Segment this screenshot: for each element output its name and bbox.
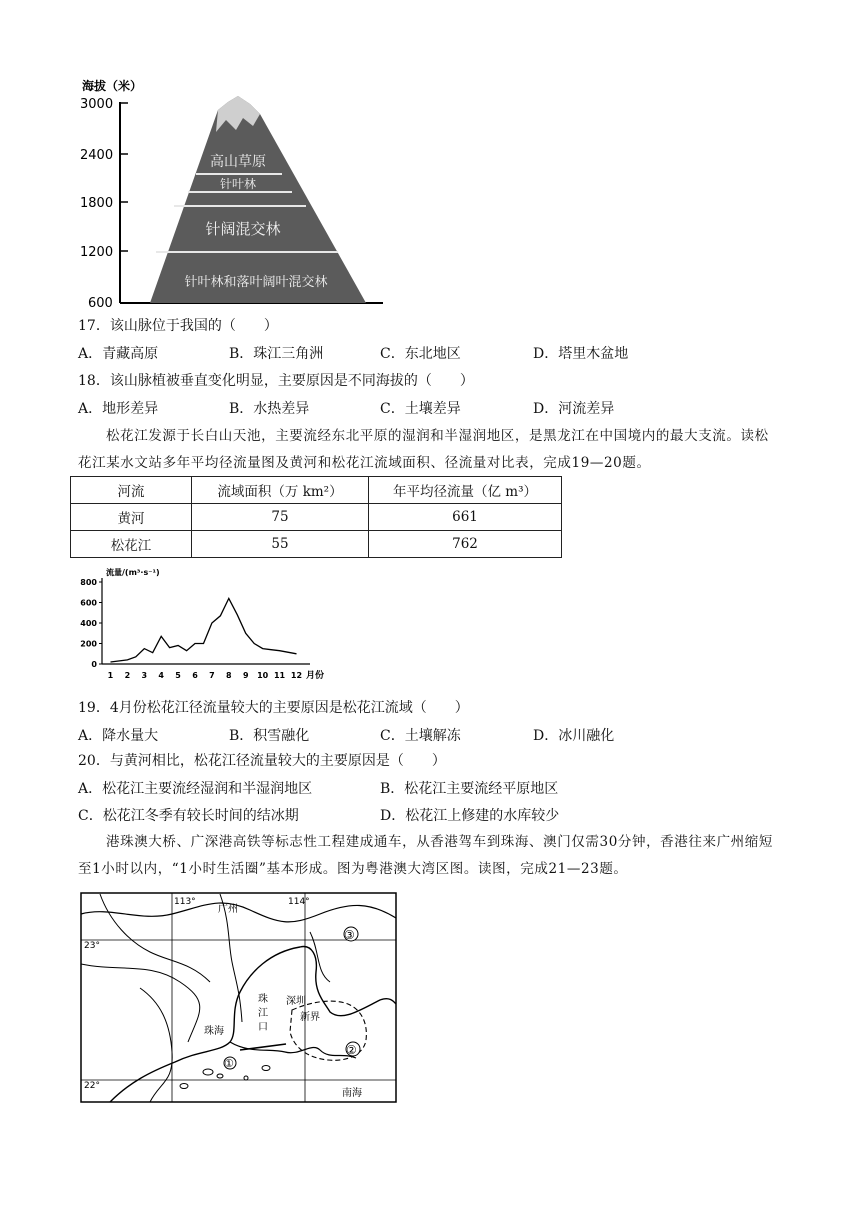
y-tick-label: 800 bbox=[80, 578, 97, 587]
marker-3: ③ bbox=[344, 928, 355, 942]
tick-600: 600 bbox=[88, 296, 113, 311]
y-tick-label: 400 bbox=[80, 619, 97, 628]
runoff-series-line bbox=[111, 598, 297, 662]
x-tick-label: 10 bbox=[257, 671, 269, 680]
q19-option-d[interactable]: D．冰川融化 bbox=[533, 728, 615, 744]
question-20-stem: 20．与黄河相比，松花江径流量较大的主要原因是（ ） bbox=[78, 753, 446, 769]
table-row bbox=[71, 504, 562, 531]
q17-option-a[interactable]: A．青藏高原 bbox=[78, 346, 159, 362]
zone-coniferous-broadleaf-mixed: 针叶林和落叶阔叶混交林 bbox=[184, 275, 328, 290]
place-south-china-sea: 南海 bbox=[342, 1088, 362, 1099]
y-tick-label: 0 bbox=[91, 660, 97, 669]
place-guangzhou: 广州 bbox=[218, 904, 238, 915]
table-header-area: 流域面积（万 km²） bbox=[192, 477, 369, 504]
q18-option-c[interactable]: C．土壤差异 bbox=[380, 401, 461, 417]
table-cell: 75 bbox=[192, 504, 369, 531]
place-pearl-river-estuary-3: 口 bbox=[258, 1022, 268, 1033]
x-tick-label: 11 bbox=[273, 671, 286, 680]
x-tick-label: 12 bbox=[290, 671, 303, 680]
x-tick-label: 4 bbox=[158, 671, 164, 680]
q17-option-b[interactable]: B．珠江三角洲 bbox=[229, 346, 324, 362]
place-zhuhai: 珠海 bbox=[204, 1026, 224, 1037]
x-tick-label: 5 bbox=[175, 671, 181, 680]
question-17-stem: 17．该山脉位于我国的（ ） bbox=[78, 318, 278, 334]
tick-1800: 1800 bbox=[80, 196, 114, 211]
lon-113-label: 113° bbox=[174, 897, 196, 907]
q17-option-d[interactable]: D．塔里木盆地 bbox=[533, 346, 629, 362]
place-pearl-river-estuary-2: 江 bbox=[258, 1008, 268, 1019]
q18-option-d[interactable]: D．河流差异 bbox=[533, 401, 615, 417]
table-cell: 661 bbox=[369, 504, 562, 531]
table-cell: 762 bbox=[369, 531, 562, 558]
zone-alpine-meadow: 高山草原 bbox=[210, 154, 266, 170]
q19-option-a[interactable]: A．降水量大 bbox=[78, 728, 159, 744]
passage-songhua-river: 松花江发源于长白山天池，主要流经东北平原的湿润和半湿润地区，是黑龙江在中国境内的最大支流。读松花江某水文站多年平均径流量图及黄河和松花江流域面积、径流量对比表，完成19—20题。 bbox=[78, 428, 769, 471]
zone-coniferous: 针叶林 bbox=[219, 177, 257, 191]
question-18-stem: 18．该山脉植被垂直变化明显，主要原因是不同海拔的（ ） bbox=[78, 373, 474, 389]
table-cell: 松花江 bbox=[71, 531, 192, 558]
lon-114-label: 114° bbox=[288, 897, 310, 907]
place-shenzhen: 深圳 bbox=[286, 996, 306, 1007]
x-tick-label: 3 bbox=[141, 671, 148, 680]
q20-option-c[interactable]: C．松花江冬季有较长时间的结冰期 bbox=[78, 808, 299, 824]
place-pearl-river-estuary-1: 珠 bbox=[258, 994, 268, 1005]
runoff-line-chart bbox=[80, 564, 325, 690]
q19-option-b[interactable]: B．积雪融化 bbox=[229, 728, 310, 744]
place-new-territories: 新界 bbox=[300, 1012, 320, 1023]
q18-option-a[interactable]: A．地形差异 bbox=[78, 401, 159, 417]
table-cell: 55 bbox=[192, 531, 369, 558]
q20-option-b[interactable]: B．松花江主要流经平原地区 bbox=[380, 781, 559, 797]
x-tick-label: 8 bbox=[226, 671, 232, 680]
question-19-stem: 19．4月份松花江径流量较大的主要原因是松花江流域（ ） bbox=[78, 700, 469, 716]
table-cell: 黄河 bbox=[71, 504, 192, 531]
chart-ylabel: 流量/(m³·s⁻¹) bbox=[106, 568, 160, 577]
marker-1: ① bbox=[224, 1057, 234, 1070]
passage-greater-bay-area: 港珠澳大桥、广深港高铁等标志性工程建成通车，从香港驾车到珠海、澳门仅需30分钟，香港往来广州缩短至1小时以内，“1小时生活圈”基本形成。图为粤港澳大湾区图。读图，完成21—23题。 bbox=[78, 834, 773, 877]
altitude-axis-title: 海拔（米） bbox=[82, 79, 143, 93]
q20-option-a[interactable]: A．松花江主要流经湿润和半湿润地区 bbox=[78, 781, 313, 797]
table-row bbox=[71, 531, 562, 558]
tick-3000: 3000 bbox=[80, 97, 114, 112]
y-tick-label: 200 bbox=[80, 639, 97, 649]
chart-xlabel: 月份 bbox=[306, 671, 325, 681]
zone-mixed-forest: 针阔混交林 bbox=[205, 220, 281, 238]
q20-option-d[interactable]: D．松花江上修建的水库较少 bbox=[380, 808, 560, 824]
q17-option-c[interactable]: C．东北地区 bbox=[380, 346, 461, 362]
tick-1200: 1200 bbox=[80, 245, 114, 260]
mountain-vegetation-figure bbox=[78, 74, 398, 314]
x-tick-label: 1 bbox=[107, 671, 114, 680]
table-header-row bbox=[71, 477, 562, 504]
q19-option-c[interactable]: C．土壤解冻 bbox=[380, 728, 461, 744]
mountain-shape bbox=[150, 96, 366, 303]
lat-23-label: 23° bbox=[84, 941, 100, 951]
tick-2400: 2400 bbox=[80, 148, 114, 163]
x-tick-label: 9 bbox=[242, 671, 249, 680]
x-tick-label: 2 bbox=[124, 671, 131, 680]
lat-22-label: 22° bbox=[84, 1081, 100, 1091]
x-tick-label: 7 bbox=[209, 671, 215, 680]
y-tick-label: 600 bbox=[80, 598, 97, 608]
x-tick-label: 6 bbox=[192, 671, 198, 680]
marker-2: ② bbox=[346, 1043, 357, 1057]
table-header-runoff: 年平均径流量（亿 m³） bbox=[369, 477, 562, 504]
q18-option-b[interactable]: B．水热差异 bbox=[229, 401, 310, 417]
greater-bay-area-map bbox=[80, 892, 398, 1104]
table-header-river: 河流 bbox=[71, 477, 192, 504]
river-comparison-table bbox=[70, 476, 562, 558]
